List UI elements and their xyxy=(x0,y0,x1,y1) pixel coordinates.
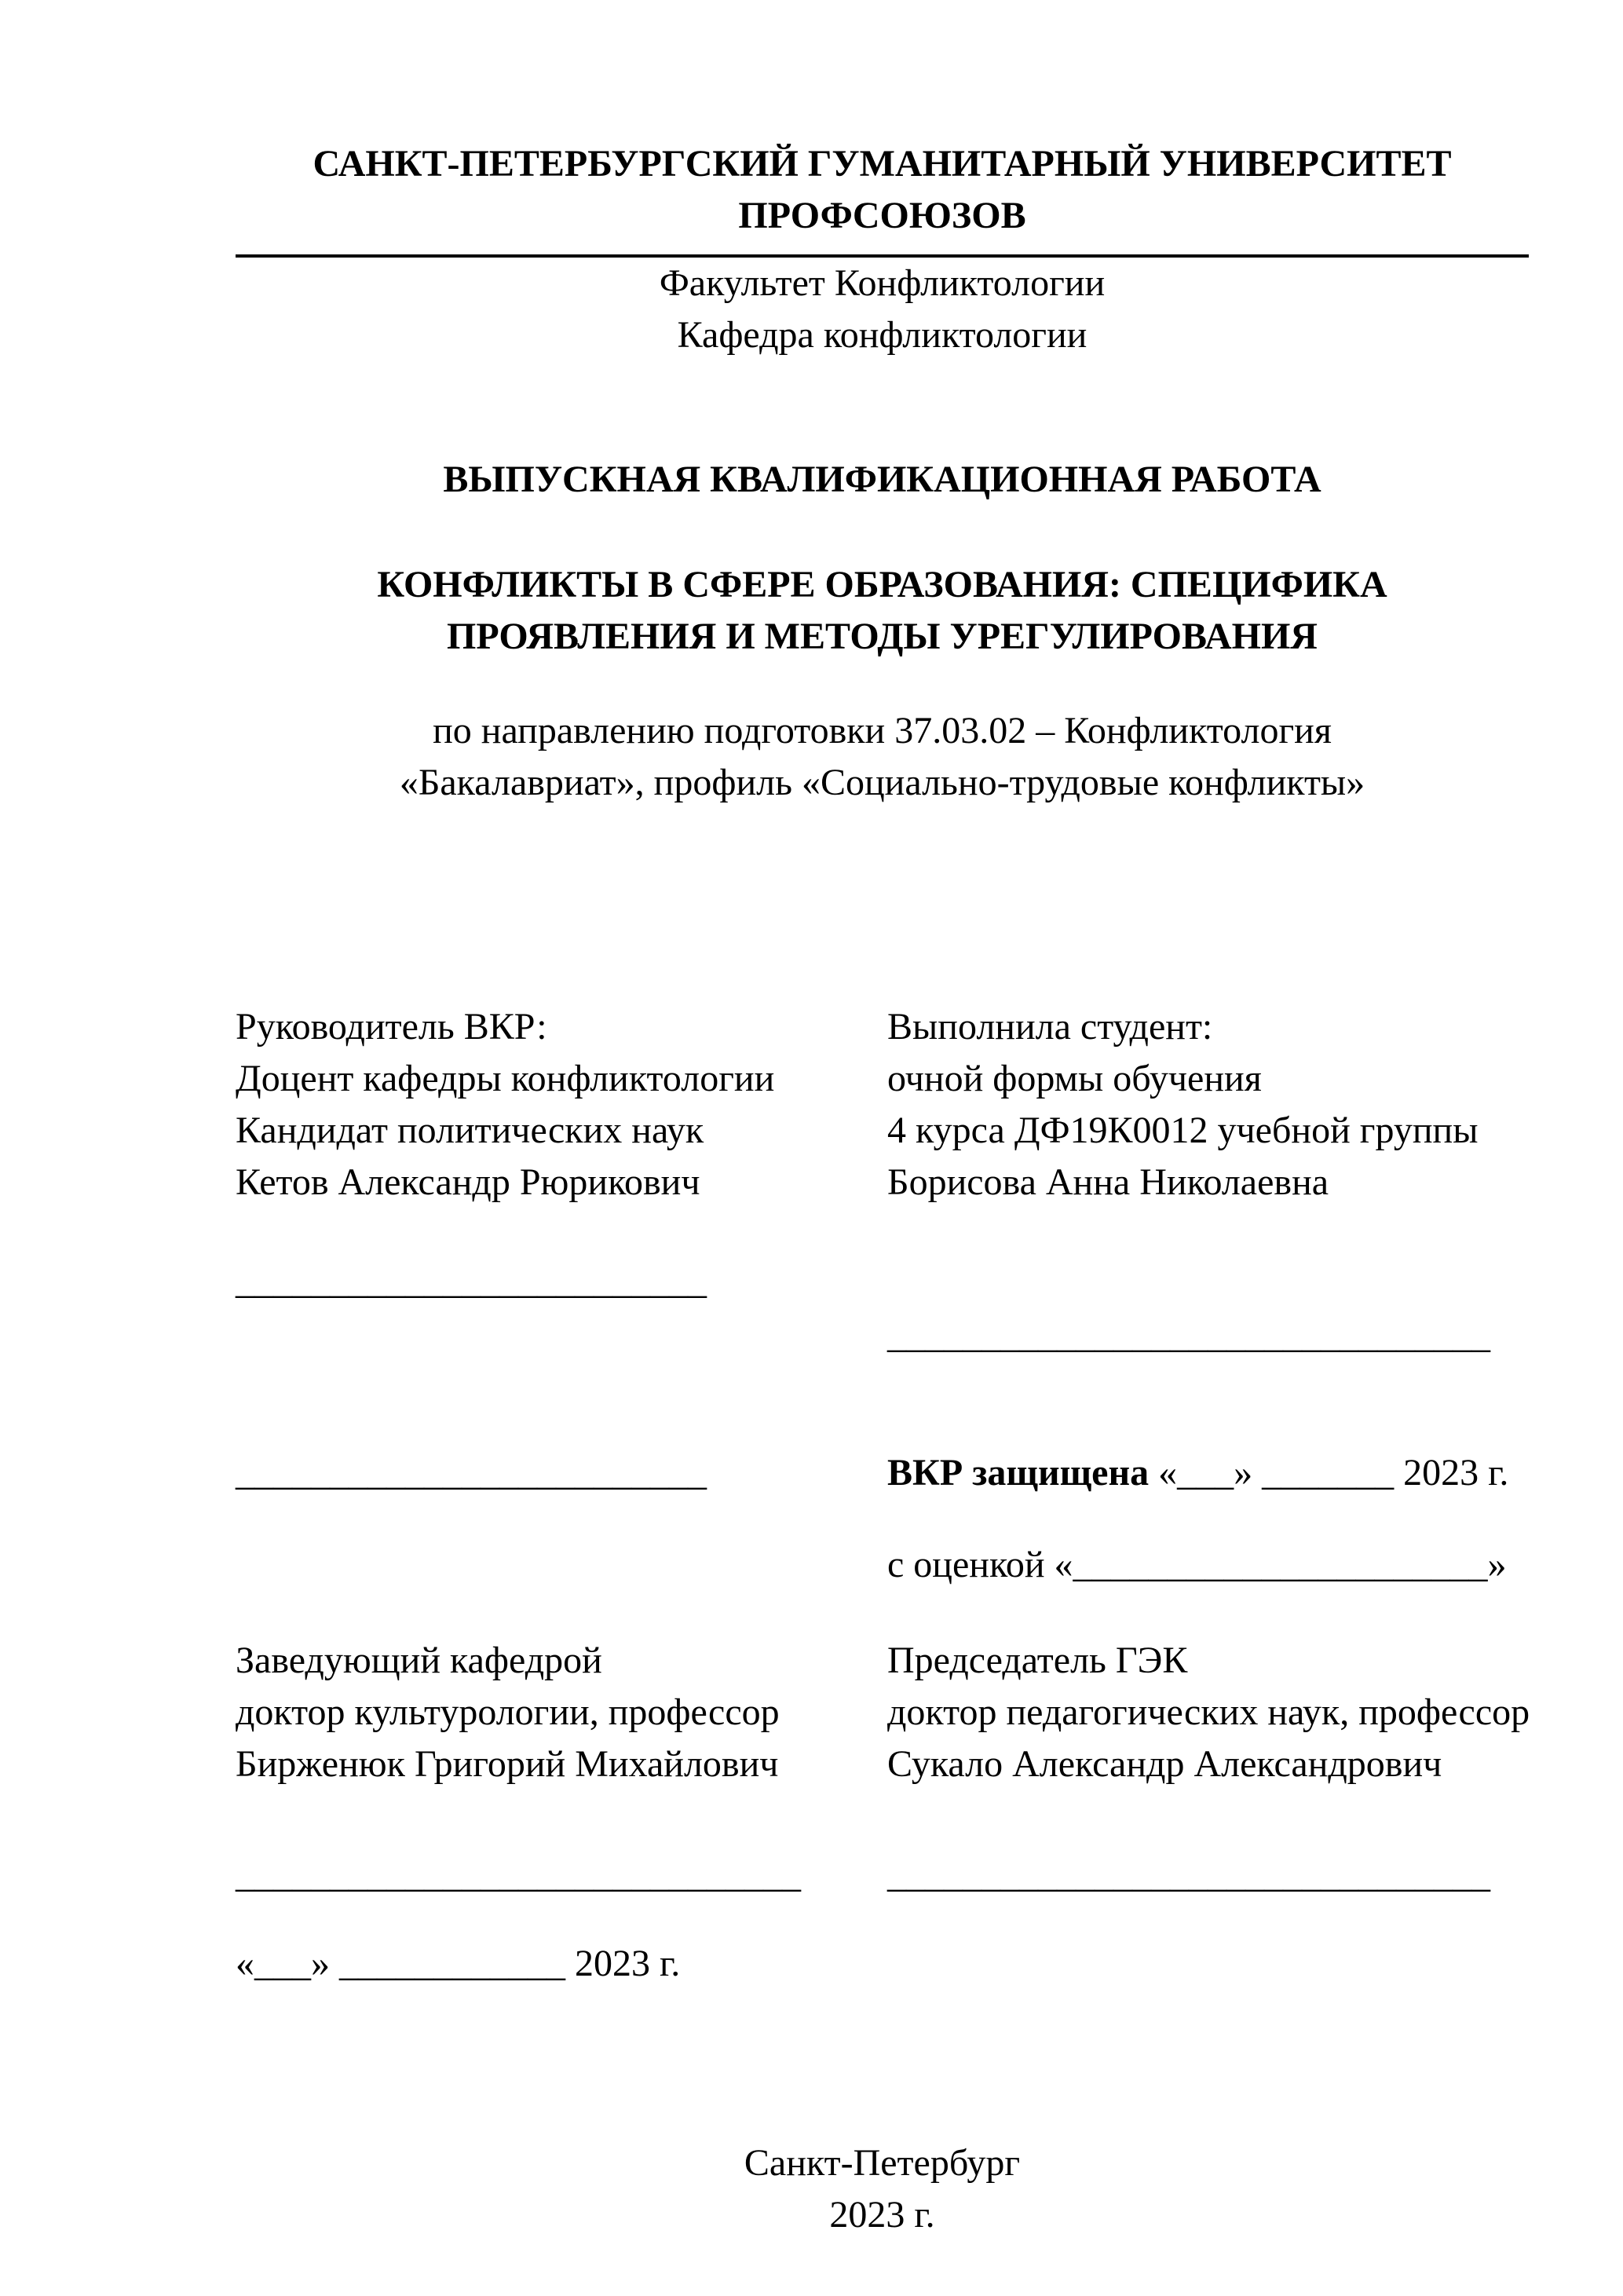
officials-row xyxy=(236,1591,1529,1790)
thesis-topic-line1: КОНФЛИКТЫ В СФЕРЕ ОБРАЗОВАНИЯ: СПЕЦИФИКА xyxy=(377,564,1387,605)
defense-statement xyxy=(887,1447,1529,1499)
gek-chair-title: Председатель ГЭК xyxy=(887,1640,1188,1681)
student-signature-line: ________________________________ xyxy=(887,1314,1490,1356)
student-study-form: очной формы обучения xyxy=(887,1058,1262,1099)
thesis-topic-line2: ПРОЯВЛЕНИЯ И МЕТОДЫ УРЕГУЛИРОВАНИЯ xyxy=(447,616,1318,657)
department-head-name: Бирженюк Григорий Михайлович xyxy=(236,1743,779,1785)
gek-chair-signature-cell xyxy=(887,1790,1529,1901)
gek-chair-degree: доктор педагогических наук, профессор xyxy=(887,1691,1530,1733)
student-heading: Выполнила студент: xyxy=(887,1006,1213,1047)
department-head-degree: доктор культурологии, профессор xyxy=(236,1691,780,1733)
department-head-date-cell xyxy=(236,1901,887,1990)
program-profile: «Бакалавриат», профиль «Социально-трудовые конфликты» xyxy=(399,762,1365,803)
department-name: Кафедра конфликтологии xyxy=(677,314,1087,356)
supervisor-degree: Кандидат политических наук xyxy=(236,1110,704,1151)
department-head-signature-cell xyxy=(236,1790,887,1901)
supervisor-position: Доцент кафедры конфликтологии xyxy=(236,1058,775,1099)
gek-chair-block xyxy=(887,1591,1530,1790)
program-direction: по направлению подготовки 37.03.02 – Конфликтология xyxy=(433,710,1332,751)
footer-city: Санкт-Петербург xyxy=(744,2142,1021,2184)
supervisor-block xyxy=(236,1001,887,1208)
student-group: 4 курса ДФ19К0012 учебной группы xyxy=(887,1110,1479,1151)
supervisor-name: Кетов Александр Рюрикович xyxy=(236,1161,700,1203)
people-row xyxy=(236,1001,1529,1208)
faculty-name: Факультет Конфликтологии xyxy=(659,262,1106,304)
department-head-title: Заведующий кафедрой xyxy=(236,1640,602,1681)
supervisor-signature-line-2: _________________________ xyxy=(236,1452,707,1493)
signature-row-1 xyxy=(236,1208,1529,1362)
supervisor-heading: Руководитель ВКР: xyxy=(236,1006,547,1047)
supervisor-signature-cell-2 xyxy=(236,1362,887,1499)
defense-row xyxy=(236,1362,1529,1591)
signature-row-2 xyxy=(236,1790,1529,1901)
university-name: САНКТ-ПЕТЕРБУРГСКИЙ ГУМАНИТАРНЫЙ УНИВЕРСИТЕТ ПРОФСОЮЗОВ xyxy=(236,138,1529,258)
supervisor-signature-cell xyxy=(236,1208,887,1307)
defense-date-part: «___» _______ 2023 г. xyxy=(1149,1452,1509,1493)
footer-year: 2023 г. xyxy=(829,2194,935,2236)
gek-chair-name: Сукало Александр Александрович xyxy=(887,1743,1442,1785)
department-head-date-line: «___» ____________ 2023 г. xyxy=(236,1943,681,1984)
program-info xyxy=(236,705,1529,809)
date-row xyxy=(236,1901,1529,1990)
thesis-topic xyxy=(236,559,1529,663)
work-type-title: ВЫПУСКНАЯ КВАЛИФИКАЦИОННАЯ РАБОТА xyxy=(443,459,1321,500)
footer xyxy=(236,2137,1529,2241)
student-signature-cell xyxy=(887,1208,1529,1362)
student-block xyxy=(887,1001,1529,1208)
supervisor-signature-line: _________________________ xyxy=(236,1260,707,1302)
gek-chair-signature-line: ________________________________ xyxy=(887,1854,1490,1896)
department-head-signature-line: ______________________________ xyxy=(236,1854,801,1896)
student-name: Борисова Анна Николаевна xyxy=(887,1161,1329,1203)
department-head-block xyxy=(236,1591,887,1790)
grade-line: с оценкой «______________________» xyxy=(887,1544,1507,1585)
defense-block xyxy=(887,1362,1529,1591)
defense-label: ВКР защищена xyxy=(887,1452,1150,1493)
